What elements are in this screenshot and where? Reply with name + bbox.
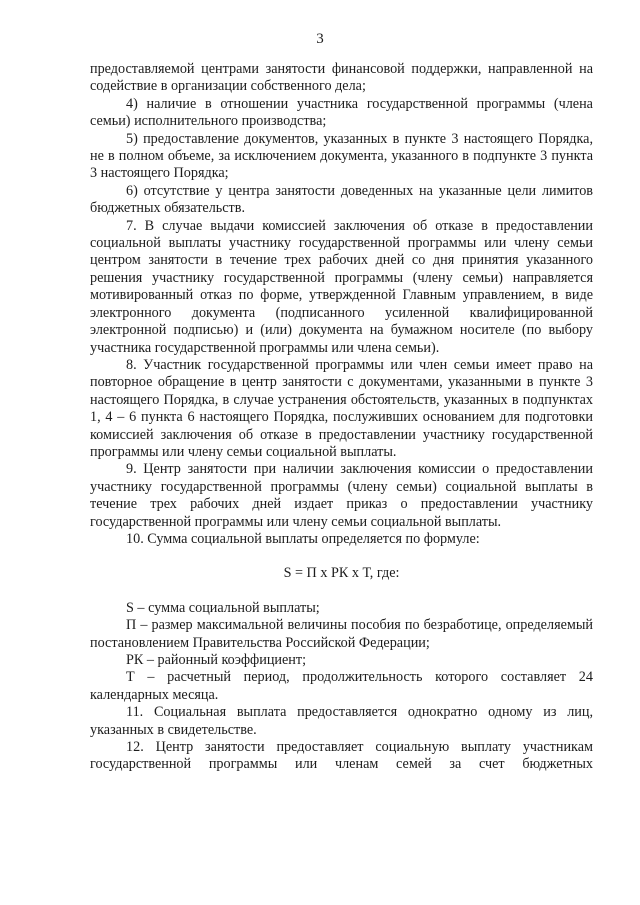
clause-12: 12. Центр занятости предоставляет социальную выплату участникам государственной программы или членам семей за счет бюджетных bbox=[90, 739, 593, 773]
page-number: 3 bbox=[316, 31, 324, 47]
clause-7: 7. В случае выдачи комиссией заключения об отказе в предоставлении социальной выплаты участнику государственной программы или члену семьи центром занятости в течение трех рабочих дней со дня принятия указанного решения участнику государственной программы (члену семьи) направляется мотивированный отказ по форме, утвержденной Главным управлением, в виде электронного документа (подписанного усиленной квалифицированной электронной подписью) и (или) документа на бумажном носителе (по выбору участника государственной программы или члена семьи). bbox=[90, 217, 593, 356]
definition-p: П – размер максимальной величины пособия по безработице, определяемый постановлением Правительства Российской Федерации; bbox=[90, 617, 593, 651]
clause-10: 10. Сумма социальной выплаты определяется по формуле: bbox=[126, 530, 480, 547]
definition-t: Т – расчетный период, продолжительность которого составляет 24 календарных месяца. bbox=[90, 669, 593, 703]
list-item-4: 4) наличие в отношении участника государственной программы (члена семьи) исполнительного производства; bbox=[90, 95, 593, 130]
clause-11: 11. Социальная выплата предоставляется однократно одному из лиц, указанных в свидетельстве. bbox=[90, 704, 593, 738]
clause-8: 8. Участник государственной программы или член семьи имеет право на повторное обращение в центр занятости с документами, указанными в пункте 3 настоящего Порядка, в случае устранения обстоятельств, указанных в подпунктах 1, 4 – 6 пункта 6 настоящего Порядка, послуживших основанием для подготовки комиссией заключения об отказе в предоставлении участнику государственной программы или члену семьи социальной выплаты. bbox=[90, 356, 593, 460]
list-item-5: 5) предоставление документов, указанных в пункте 3 настоящего Порядка, не в полном объеме, за исключением документа, указанного в подпункте 3 пункта 3 настоящего Порядка; bbox=[90, 130, 593, 182]
definition-rk: РК – районный коэффициент; bbox=[126, 652, 307, 668]
paragraph-continuation: предоставляемой центрами занятости финансовой поддержки, направленной на содействие в организации собственного дела; bbox=[90, 61, 593, 95]
formula: S = П х РК х Т, где: bbox=[283, 565, 400, 582]
list-item-6: 6) отсутствие у центра занятости доведенных на указанные цели лимитов бюджетных обязательств. bbox=[90, 182, 593, 217]
definition-s: S – сумма социальной выплаты; bbox=[126, 599, 320, 616]
clause-9: 9. Центр занятости при наличии заключения комиссии о предоставлении участнику государственной программы (члену семьи) социальной выплаты в течение трех рабочих дней издает приказ о предоставлении участнику государственной программы или члену семьи социальной выплаты. bbox=[90, 461, 593, 530]
document-body bbox=[90, 61, 593, 774]
